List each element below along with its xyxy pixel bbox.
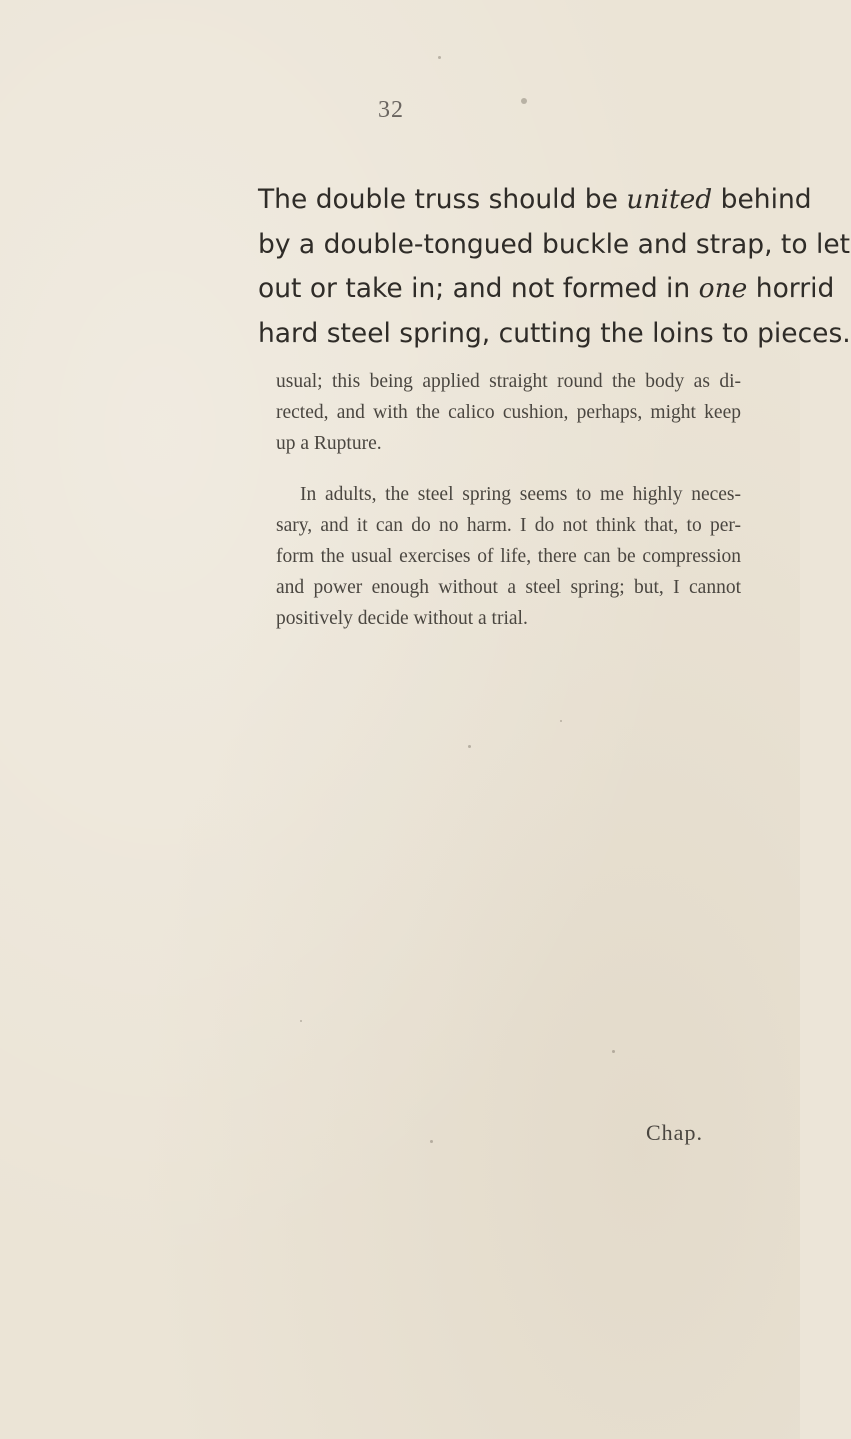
text-line: rected, and with the calico cushion, perhaps, might keep <box>276 402 741 423</box>
text-line: sary, and it can do no harm. I do not think that, to per- <box>276 515 741 536</box>
emphasis: one <box>698 273 748 304</box>
text-line: usual; this being applied straight round the body as di- <box>276 371 741 392</box>
body-text <box>276 366 741 634</box>
text-line: In adults, the steel spring seems to me highly neces- <box>300 484 741 505</box>
text-line: form the usual exercises of life, there can be compression <box>276 546 741 567</box>
pasted-note <box>258 178 851 356</box>
paper-speck <box>612 1050 615 1053</box>
note-line: hard steel spring, cutting the loins to pieces. <box>258 317 851 349</box>
text-line: positively decide without a trial. <box>276 608 528 629</box>
note-line: The double truss should be united behind <box>258 184 812 215</box>
page-number: 32 <box>378 97 404 123</box>
paper-speck <box>468 745 471 748</box>
text-line: and power enough without a steel spring; but, I cannot <box>276 577 741 598</box>
paper-speck <box>560 720 562 722</box>
note-line: by a double-tongued buckle and strap, to let <box>258 228 851 260</box>
paper-speck <box>438 56 441 59</box>
catchword: Chap. <box>646 1120 703 1145</box>
note-line: out or take in; and not formed in one horrid <box>258 273 835 304</box>
paragraph <box>276 479 741 634</box>
paper-speck <box>300 1020 302 1022</box>
text-line: up a Rupture. <box>276 433 382 454</box>
paper-speck <box>521 98 527 104</box>
emphasis: united <box>626 184 713 215</box>
paper-speck <box>430 1140 433 1143</box>
paragraph <box>276 366 741 459</box>
